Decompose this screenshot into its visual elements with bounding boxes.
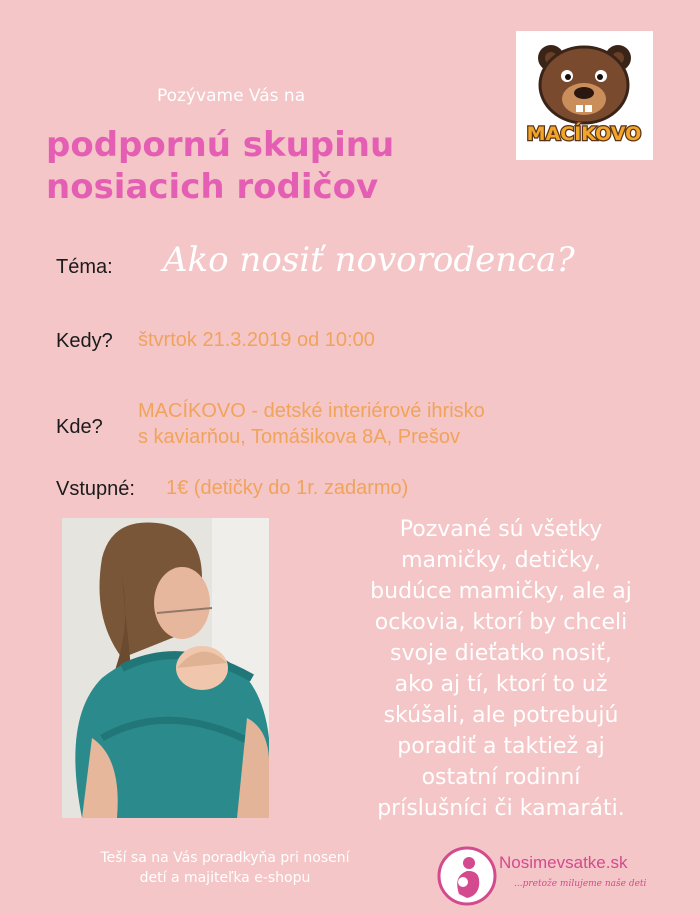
when-label: Kedy?: [56, 330, 113, 352]
mother-baby-photo: [62, 518, 269, 818]
footer-line-1: Teší sa na Vás poradkyňa pri nosení: [100, 850, 350, 866]
fee-value: 1€ (detičky do 1r. zadarmo): [166, 477, 409, 499]
paragraph-line: poradiť a taktiež aj: [397, 734, 605, 759]
invitation-paragraph: [316, 514, 686, 824]
bear-face-icon: [516, 31, 653, 160]
shop-slogan: ...pretože milujeme naše deti: [514, 879, 647, 889]
paragraph-line: mamičky, detičky,: [401, 548, 601, 573]
where-label: Kde?: [56, 416, 103, 438]
paragraph-line: ockovia, ktorí by chceli: [374, 610, 628, 635]
footer-line-2: detí a majiteľka e-shopu: [139, 870, 311, 886]
where-line-1: MACÍKOVO - detské interiérové ihrisko: [138, 400, 485, 422]
topic-value: Ako nosiť novorodenca?: [163, 240, 575, 280]
paragraph-line: príslušníci či kamaráti.: [377, 796, 625, 821]
macikovo-logo: [516, 31, 653, 160]
when-value: štvrtok 21.3.2019 od 10:00: [138, 329, 375, 351]
headline-line-1: podpornú skupinu: [46, 125, 395, 165]
where-line-2: s kaviarňou, Tomášikova 8A, Prešov: [138, 426, 461, 448]
paragraph-line: ako aj tí, ktorí to už: [394, 672, 608, 697]
paragraph-line: budúce mamičky, ale aj: [370, 579, 632, 604]
topic-label: Téma:: [56, 256, 113, 278]
footer-text: [40, 848, 410, 888]
mother-baby-icon: [437, 846, 497, 906]
paragraph-line: Pozvané sú všetky: [399, 517, 603, 542]
shop-name: Nosimevsatke.sk: [499, 853, 628, 872]
paragraph-line: skúšali, ale potrebujú: [383, 703, 619, 728]
invite-text: Pozývame Vás na: [157, 86, 306, 106]
where-value: [138, 398, 485, 450]
shop-logo: [437, 846, 497, 906]
headline-line-2: nosiacich rodičov: [46, 167, 379, 207]
headline: [46, 124, 394, 208]
paragraph-line: svoje dieťatko nosiť,: [390, 641, 612, 666]
paragraph-line: ostatní rodinní: [421, 765, 581, 790]
fee-label: Vstupné:: [56, 478, 135, 500]
logo-text: MACÍKOVO: [526, 123, 642, 145]
